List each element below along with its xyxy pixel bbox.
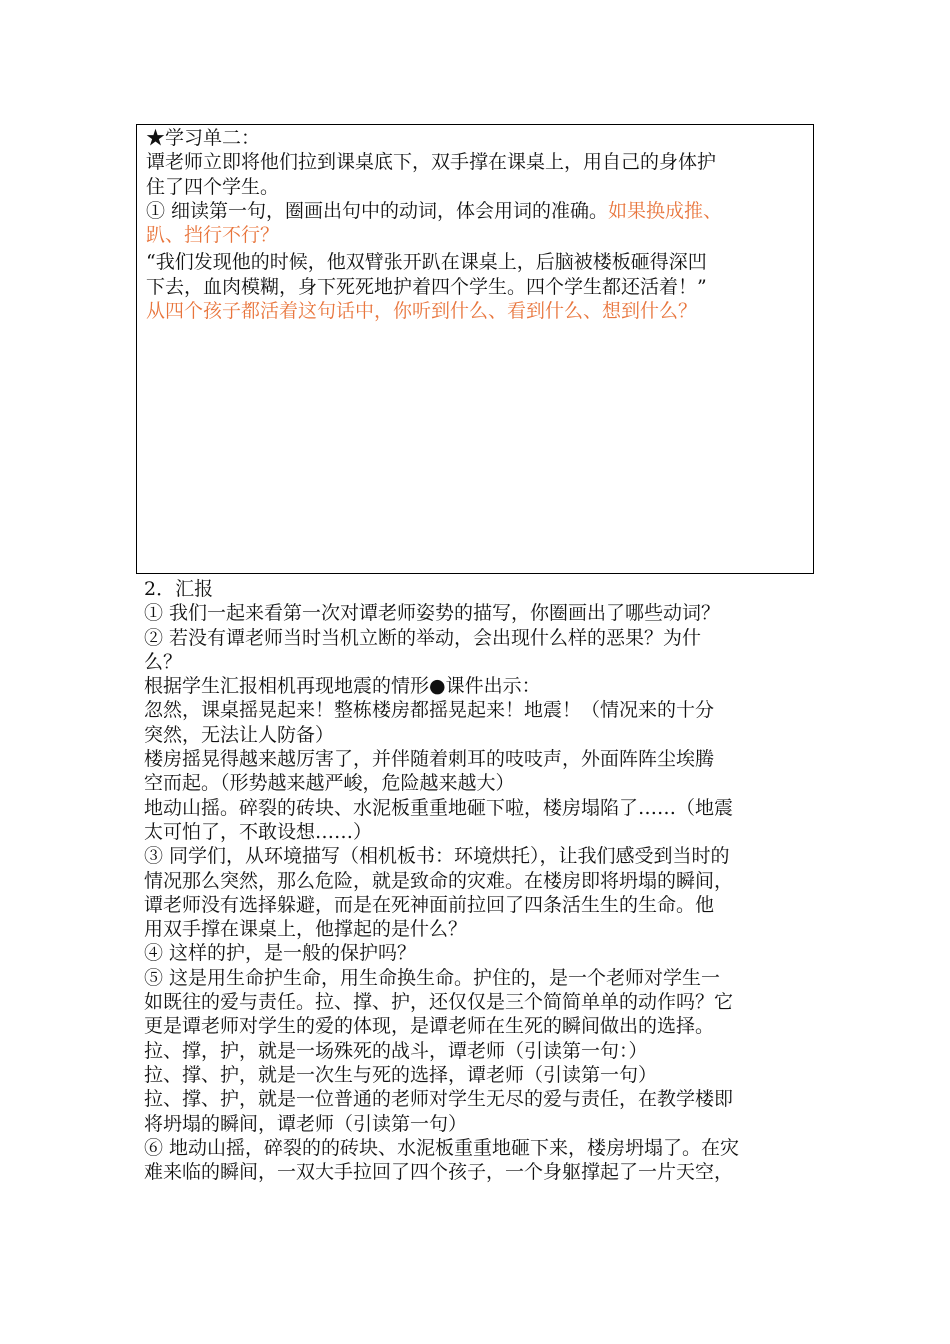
text-line: 将坍塌的瞬间，谭老师（引读第一句） xyxy=(144,1112,468,1135)
text-line: ① 我们一起来看第一次对谭老师姿势的描写，你圈画出了哪些动词？ xyxy=(144,602,721,625)
highlight-question: 从四个孩子都活着这句话中，你听到什么、看到什么、想到什么？ xyxy=(146,300,698,323)
study-sheet-task-line xyxy=(146,199,805,223)
text-line: 楼房摇晃得越来越厉害了，并伴随着刺耳的吱吱声，外面阵阵尘埃腾 xyxy=(144,748,715,771)
study-sheet-heading: ★学习单二： xyxy=(146,127,261,149)
text-line: 忽然，课桌摇晃起来！整栋楼房都摇晃起来！地震！（情况来的十分 xyxy=(144,699,715,722)
text-line: ⑤ 这是用生命护生命，用生命换生命。护住的，是一个老师对学生一 xyxy=(144,966,721,989)
text-line: 空而起。（形势越来越严峻，危险越来越大） xyxy=(144,772,515,795)
study-sheet-task: ① 细读第一句，圈画出句中的动词，体会用词的准确。 xyxy=(146,199,609,222)
study-sheet-line: 谭老师立即将他们拉到课桌底下，双手撑在课桌上，用自己的身体护 xyxy=(146,151,717,174)
report-section xyxy=(144,577,824,1184)
study-sheet-line: 住了四个学生。 xyxy=(146,175,280,198)
text-line: 更是谭老师对学生的爱的体现，是谭老师在生死的瞬间做出的选择。 xyxy=(144,1015,715,1038)
text-line: 么？ xyxy=(144,650,183,673)
text-line: ④ 这样的护，是一般的保护吗？ xyxy=(144,942,417,965)
text-line: 用双手撑在课桌上，他撑起的是什么？ xyxy=(144,918,468,941)
text-line: 拉、撑、护，就是一次生与死的选择，谭老师（引读第一句） xyxy=(144,1063,658,1086)
text-line: 难来临的瞬间，一双大手拉回了四个孩子，一个身躯撑起了一片天空， xyxy=(144,1161,734,1184)
text-line: 突然，无法让人防备） xyxy=(144,723,335,746)
text-line: 拉、撑、护，就是一位普通的老师对学生无尽的爱与责任，在教学楼即 xyxy=(144,1088,734,1111)
highlight-question: 趴、挡行不行？ xyxy=(146,224,280,247)
text-line: 情况那么突然，那么危险，就是致命的灾难。在楼房即将坍塌的瞬间， xyxy=(144,869,734,892)
text-line: 谭老师没有选择躲避，而是在死神面前拉回了四条活生生的生命。他 xyxy=(144,893,715,916)
text-line: ③ 同学们，从环境描写（相机板书：环境烘托），让我们感受到当时的 xyxy=(144,845,730,868)
study-sheet-quote: “我们发现他的时候，他双臂张开趴在课桌上，后脑被楼板砸得深凹 xyxy=(146,251,707,274)
text-line: 地动山摇。碎裂的砖块、水泥板重重地砸下啦，楼房塌陷了……（地震 xyxy=(144,796,734,819)
text-line: ⑥ 地动山摇，碎裂的的砖块、水泥板重重地砸下来，楼房坍塌了。在灾 xyxy=(144,1136,740,1159)
study-sheet-quote: 下去，血肉模糊，身下死死地护着四个学生。四个学生都还活着！” xyxy=(146,275,707,298)
text-line: 如既往的爱与责任。拉、撑、护，还仅仅是三个简简单单的动作吗？它 xyxy=(144,991,734,1014)
text-line: 拉、撑，护，就是一场殊死的战斗，谭老师（引读第一句：） xyxy=(144,1039,648,1062)
highlight-question: 如果换成推、 xyxy=(608,199,723,222)
study-sheet-box xyxy=(136,124,814,574)
text-line: 太可怕了，不敢设想……） xyxy=(144,820,373,843)
text-line: ② 若没有谭老师当时当机立断的举动，会出现什么样的恶果？为什 xyxy=(144,626,702,649)
text-line: 2．汇报 xyxy=(144,578,214,600)
text-line: 根据学生汇报相机再现地震的情形●课件出示： xyxy=(144,675,541,698)
